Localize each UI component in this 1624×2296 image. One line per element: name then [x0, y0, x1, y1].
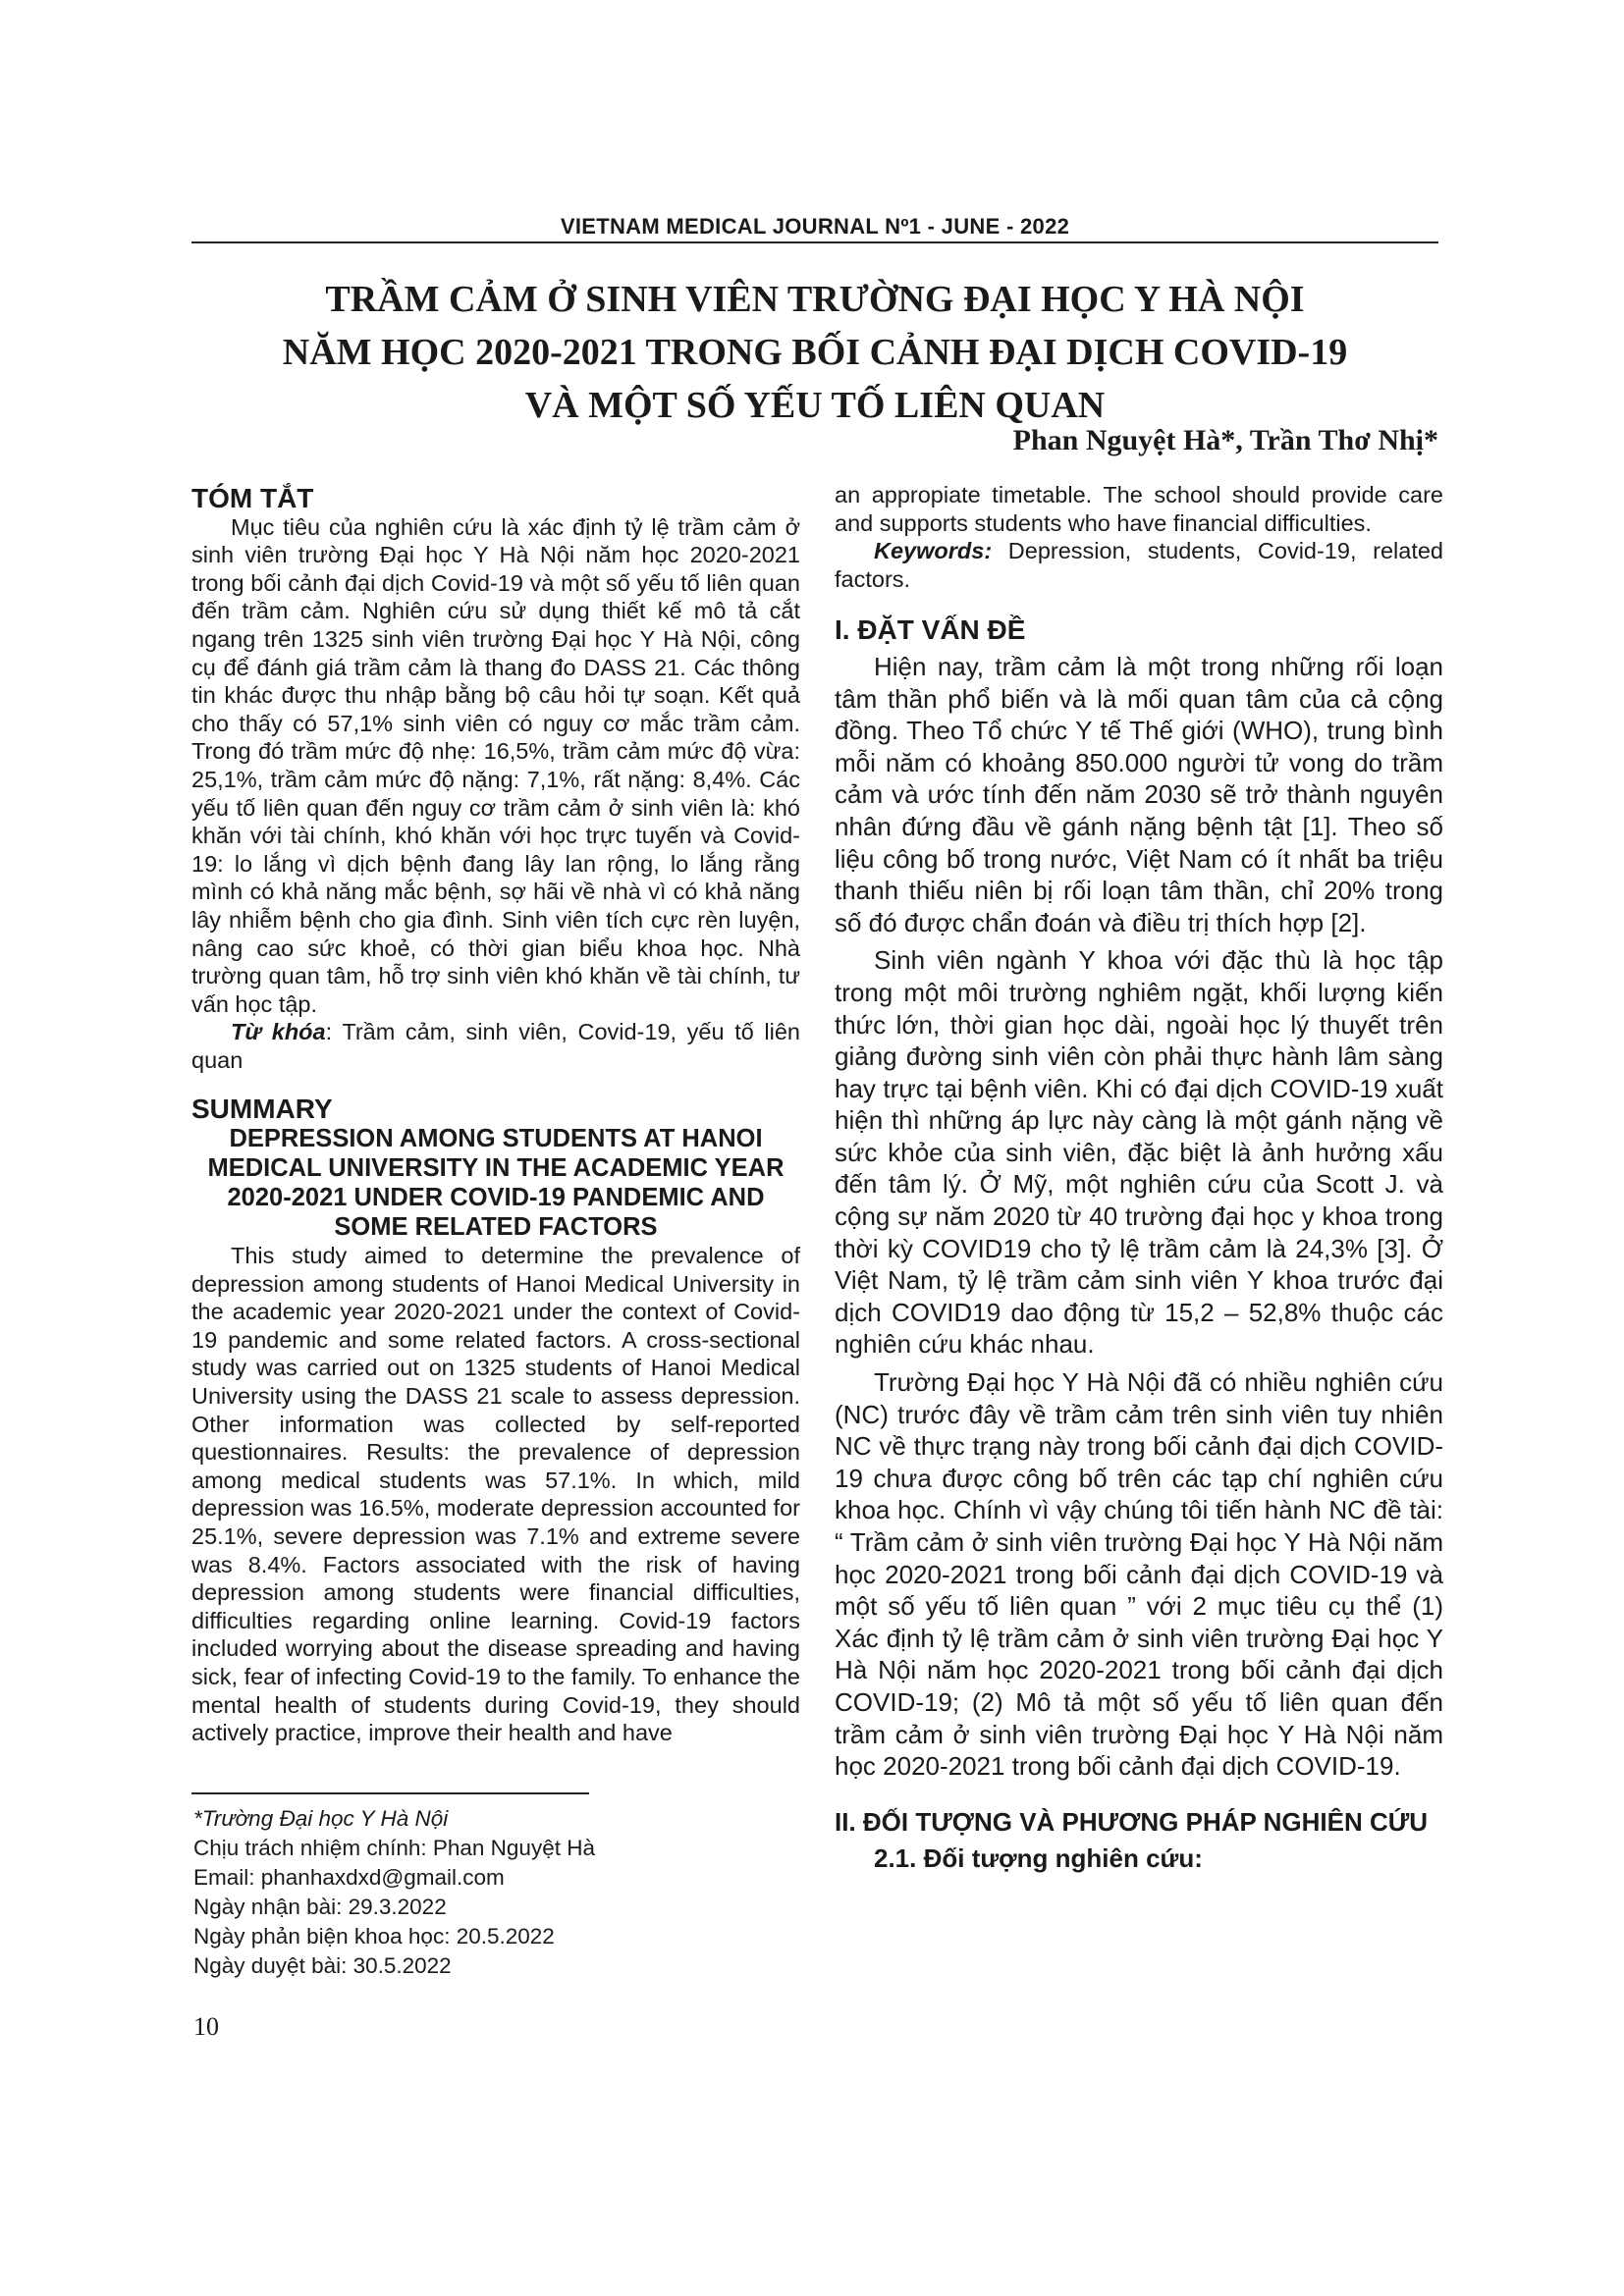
header-rule — [191, 241, 1438, 243]
summary-text-continued: an appropiate timetable. The school should provide care and supports students who have financial difficulties. — [835, 482, 1443, 536]
keywords-en-text: Depression, students, Covid-19, related factors. — [835, 538, 1443, 592]
footnote-received: Ngày nhận bài: 29.3.2022 — [193, 1895, 447, 1919]
title-line-3: VÀ MỘT SỐ YẾU TỐ LIÊN QUAN — [524, 385, 1106, 426]
summary-keywords — [835, 537, 1443, 593]
summary-text: This study aimed to determine the prevalence of depression among students of Hanoi Medical University in the academic year 2020-2021 under the context of Covid-19 pandemic and some related factors. A cross-sectional study was carried out on 1325 students of Hanoi Medical University using the DASS 21 scale to assess depression. Other information was collected by self-reported questionnaires. Results: the prevalence of depression among medical students was 57.1%. In which, mild depression was 16.5%, moderate depression accounted for 25.1%, severe depression was 7.1% and extreme severe was 8.4%. Factors associated with the risk of having depression among students were financial difficulties, difficulties regarding online learning. Covid-19 factors included worrying about the disease spreading and having sick, fear of infecting Covid-19 to the family. To enhance the mental health of students during Covid-19, they should actively practice, improve their health and have — [191, 1243, 800, 1746]
keywords-vi-label: Từ khóa — [231, 1019, 326, 1045]
title-line-2: NĂM HỌC 2020-2021 TRONG BỐI CẢNH ĐẠI DỊCH COVID-19 — [282, 332, 1348, 373]
section-1-paragraph: Trường Đại học Y Hà Nội đã có nhiều nghiên cứu (NC) trước đây về trầm cảm trên sinh viên tuy nhiên NC về thực trạng này trong bối cảnh đại dịch COVID-19 chưa được công bố trên các tạp chí nghiên cứu khoa học. Chính vì vậy chúng tôi tiến hành NC đề tài: “ Trầm cảm ở sinh viên trường Đại học Y Hà Nội năm học 2020-2021 trong bối cảnh đại dịch COVID-19 và một số yếu tố liên quan ” với 2 mục tiêu cụ thể (1) Xác định tỷ lệ trầm cảm ở sinh viên trường Đại học Y Hà Nội năm học 2020-2021 trong bối cảnh đại dịch COVID-19; (2) Mô tả một số yếu tố liên quan đến trầm cảm ở sinh viên trường Đại học Y Hà Nội năm học 2020-2021 trong bối cảnh đại dịch COVID-19. — [835, 1367, 1443, 1782]
left-column — [191, 481, 800, 1747]
footnotes — [193, 1804, 595, 1981]
page-number: 10 — [193, 2012, 219, 2041]
section-1-paragraph: Sinh viên ngành Y khoa với đặc thù là học tập trong một môi trường nghiêm ngặt, khối lượng kiến thức lớn, thời gian học dài, ngoài học lý thuyết trên giảng đường sinh viên còn phải thực hành lâm sàng hay trực tại bệnh viên. Khi có đại dịch COVID-19 xuất hiện thì những áp lực này càng là một gánh nặng về sức khỏe của sinh viên, đặc biệt là ảnh hưởng xấu đến tâm lý. Ở Mỹ, một nghiên cứu của Scott J. và cộng sự năm 2020 từ 40 trường đại học y khoa trong thời kỳ COVID19 cho tỷ lệ trầm cảm là 24,3% [3]. Ở Việt Nam, tỷ lệ trầm cảm sinh viên Y khoa trước đại dịch COVID19 dao động từ 15,2 – 52,8% thuộc các nghiên cứu khác nhau. — [835, 945, 1443, 1360]
title-line-1: TRẦM CẢM Ở SINH VIÊN TRƯỜNG ĐẠI HỌC Y HÀ NỘI — [325, 279, 1305, 320]
summary-title: DEPRESSION AMONG STUDENTS AT HANOI MEDICAL UNIVERSITY IN THE ACADEMIC YEAR 2020-2021 UNDER COVID-19 PANDEMIC AND SOME RELATED FACTORS — [207, 1125, 785, 1242]
keywords-vi-text: : Trầm cảm, sinh viên, Covid-19, yếu tố liên quan — [191, 1019, 800, 1073]
footnote-reviewed: Ngày phản biện khoa học: 20.5.2022 — [193, 1924, 555, 1949]
footnote-accepted: Ngày duyệt bài: 30.5.2022 — [193, 1953, 452, 1978]
section-2-heading: II. ĐỐI TƯỢNG VÀ PHƯƠNG PHÁP NGHIÊN CỨU — [835, 1806, 1429, 1837]
summary-heading: SUMMARY — [191, 1094, 333, 1125]
right-column — [835, 481, 1443, 1875]
author-list: Phan Nguyệt Hà*, Trần Thơ Nhị* — [1012, 424, 1438, 456]
section-1-paragraph: Hiện nay, trầm cảm là một trong những rối loạn tâm thần phổ biến và là mối quan tâm của cả cộng đồng. Theo Tổ chức Y tế Thế giới (WHO), trung bình mỗi năm có khoảng 850.000 người tử vong do trầm cảm và ước tính đến năm 2030 sẽ trở thành nguyên nhân đứng đầu về gánh nặng bệnh tật [1]. Theo số liệu công bố trong nước, Việt Nam có ít nhất ba triệu thanh thiếu niên bị rối loạn tâm thần, chỉ 20% trong số đó được chẩn đoán và điều trị thích hợp [2]. — [835, 651, 1443, 937]
abstract-vi-keywords — [191, 1018, 800, 1074]
footnote-affiliation: *Trường Đại học Y Hà Nội — [193, 1806, 449, 1831]
abstract-vi-heading: TÓM TẮT — [191, 483, 314, 513]
footnote-responsible: Chịu trách nhiệm chính: Phan Nguyệt Hà — [193, 1836, 595, 1860]
abstract-vi-text: Mục tiêu của nghiên cứu là xác định tỷ lệ trầm cảm ở sinh viên trường Đại học Y Hà Nội năm học 2020-2021 trong bối cảnh đại dịch Covid-19 và một số yếu tố liên quan đến trầm cảm. Nghiên cứu sử dụng thiết kế mô tả cắt ngang trên 1325 sinh viên trường Đại học Y Hà Nội, công cụ để đánh giá trầm cảm là thang đo DASS 21. Các thông tin khác được thu nhập bằng bộ câu hỏi tự soạn. Kết quả cho thấy có 57,1% sinh viên có nguy cơ mắc trầm cảm. Trong đó trầm mức độ nhẹ: 16,5%, trầm cảm mức độ vừa: 25,1%, trầm cảm mức độ nặng: 7,1%, rất nặng: 8,4%. Các yếu tố liên quan đến nguy cơ trầm cảm ở sinh viên là: khó khăn với tài chính, khó khăn với học trực tuyến và Covid-19: lo lắng vì dịch bệnh đang lây lan rộng, lo lắng rằng mình có khả năng mắc bệnh, sợ hãi về nhà vì có khả năng lây nhiễm bệnh cho gia đình. Sinh viên tích cực rèn luyện, nâng cao sức khoẻ, có thời gian biểu khoa học. Nhà trường quan tâm, hỗ trợ sinh viên khó khăn về tài chính, tư vấn học tập. — [191, 513, 800, 1017]
section-1-heading: I. ĐẶT VẤN ĐỀ — [835, 614, 1026, 646]
section-1-body — [835, 651, 1443, 1783]
keywords-en-label: Keywords: — [874, 538, 993, 564]
footnote-email: Email: phanhaxdxd@gmail.com — [193, 1865, 505, 1890]
footnote-rule — [191, 1792, 589, 1794]
article-title — [191, 273, 1438, 432]
section-2-1-subheading: 2.1. Đối tượng nghiên cứu: — [874, 1843, 1203, 1874]
running-header: VIETNAM MEDICAL JOURNAL Nº1 - JUNE - 2022 — [560, 214, 1070, 239]
